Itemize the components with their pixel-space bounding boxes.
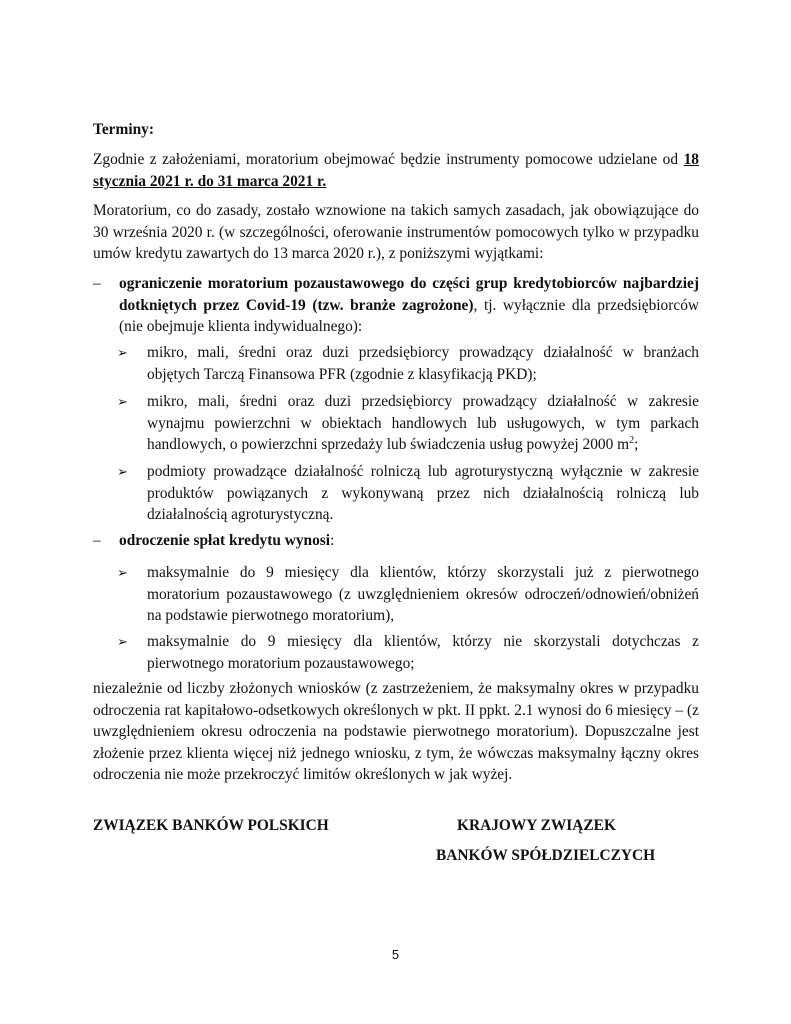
- arrow-bullet-icon: ➢: [117, 394, 128, 409]
- page-number: 5: [391, 947, 400, 962]
- dash-marker: –: [93, 275, 101, 292]
- list-item-limitation-bold: ograniczenie moratorium pozaustawowego do części grup kredytobiorców najbardziej dotkniętych przez Covid-19 (tzw. branże zagrożone): [119, 275, 699, 314]
- list-item-limitation: [119, 273, 699, 338]
- list-item-deferral-rest: :: [330, 532, 335, 549]
- paragraph-conditions: niezależnie od liczby złożonych wniosków (z zastrzeżeniem, że maksymalny okres w przypadku odroczenia rat kapitałowo-odsetkowych określonych w pkt. II ppkt. 2.1 wynosi do 6 miesięcy – (z uwzględnieniem okresu odroczenia na podstawie pierwotnego moratorium). Dopuszczalne jest złożenie przez klienta więcej niż jednego wniosku, z tym, że wówczas maksymalny łączny okres odroczenia nie może przekroczyć limitów określonych w jak wyżej.: [93, 680, 699, 783]
- sub-item: maksymalnie do 9 miesięcy dla klientów, którzy nie skorzystali dotychczas z pierwotnego moratorium pozaustawowego;: [147, 633, 699, 672]
- section-heading: Terminy:: [93, 121, 154, 138]
- sub-item-tail: ;: [634, 436, 639, 453]
- list-item-deferral: [119, 530, 699, 552]
- date-range: 18 stycznia 2021 r. do 31 marca 2021 r.: [93, 151, 699, 190]
- signature-kzbs-line2: BANKÓW SPÓŁDZIELCZYCH: [436, 847, 656, 864]
- sub-item: [147, 391, 699, 456]
- sub-item-text: mikro, mali, średni oraz duzi przedsiębiorcy prowadzący działalność w zakresie wynajmu powierzchni w obiektach handlowych lub usługowych, w tym parkach handlowych, o powierzchni sprzedaży lub świadczenia usług powyżej 2000 m: [147, 393, 699, 453]
- sub-item: maksymalnie do 9 miesięcy dla klientów, którzy skorzystali już z pierwotnego moratorium pozaustawowego (z uwzględnieniem okresów odroczeń/odnowień/obniżeń na podstawie pierwotnego moratorium),: [147, 564, 699, 624]
- sub-item: mikro, mali, średni oraz duzi przedsiębiorcy prowadzący działalność w branżach objętych Tarczą Finansowa PFR (zgodnie z klasyfikacją PKD);: [147, 344, 699, 383]
- list-item-limitation-rest: , tj. wyłącznie dla przedsiębiorców (nie obejmuje klienta indywidualnego):: [119, 296, 700, 335]
- arrow-bullet-icon: ➢: [117, 464, 128, 479]
- arrow-bullet-icon: ➢: [117, 345, 128, 360]
- signature-zbp: ZWIĄZEK BANKÓW POLSKICH: [93, 817, 329, 834]
- superscript: 2: [629, 434, 635, 446]
- arrow-bullet-icon: ➢: [117, 565, 128, 580]
- paragraph-resumption: Moratorium, co do zasady, zostało wznowione na takich samych zasadach, jak obowiązujące do 30 września 2020 r. (w szczególności, oferowanie instrumentów pomocowych tylko w przypadku umów kredytu zawartych do 13 marca 2020 r.), z poniższymi wyjątkami:: [93, 202, 699, 262]
- paragraph-terms: [93, 149, 699, 192]
- sub-item: podmioty prowadzące działalność rolniczą lub agroturystyczną wyłącznie w zakresie produktów powiązanych z wykonywaną przez nich działalnością rolniczą lub działalnością agroturystyczną.: [147, 463, 699, 523]
- paragraph-terms-text: Zgodnie z założeniami, moratorium obejmować będzie instrumenty pomocowe udzielane od: [93, 151, 679, 168]
- dash-marker: –: [93, 532, 101, 549]
- signature-kzbs-line1: KRAJOWY ZWIĄZEK: [457, 817, 616, 834]
- list-item-deferral-bold: odroczenie spłat kredytu wynosi: [119, 532, 331, 549]
- arrow-bullet-icon: ➢: [117, 634, 128, 649]
